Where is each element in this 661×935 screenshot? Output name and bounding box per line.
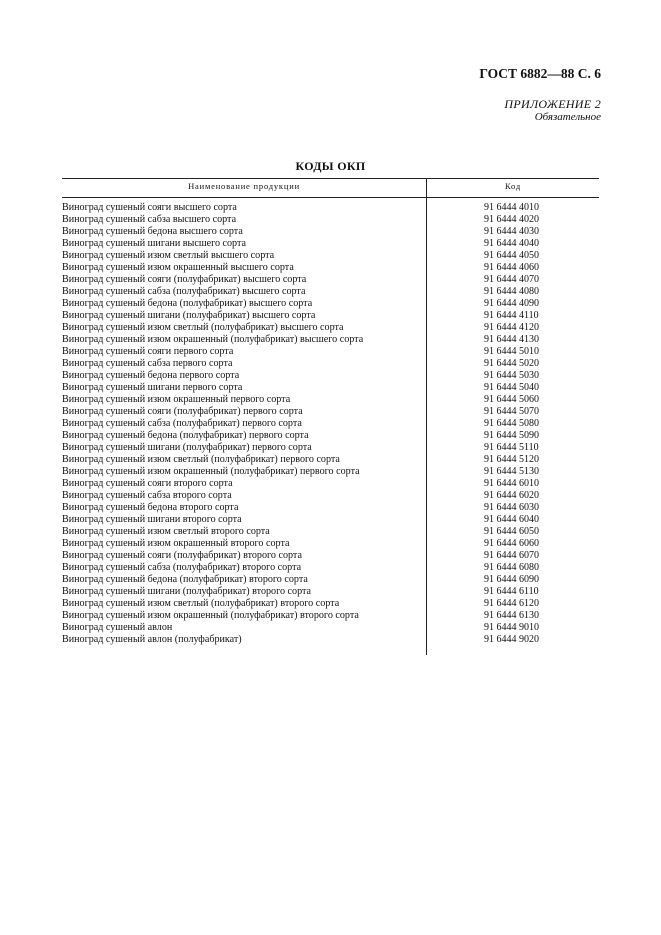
table-row	[62, 538, 599, 550]
okp-code-cell: 91 6444 6070	[484, 550, 539, 561]
okp-code-cell: 91 6444 4010	[484, 202, 539, 213]
product-name-cell: Виноград сушеный бедона (полуфабрикат) второго сорта	[62, 574, 308, 585]
table-row	[62, 502, 599, 514]
product-name-cell: Виноград сушеный бедона высшего сорта	[62, 226, 243, 237]
okp-code-cell: 91 6444 6010	[484, 478, 539, 489]
table-row	[62, 310, 599, 322]
okp-code-cell: 91 6444 5110	[484, 442, 539, 453]
okp-code-cell: 91 6444 6090	[484, 574, 539, 585]
table-row	[62, 406, 599, 418]
okp-code-cell: 91 6444 5030	[484, 370, 539, 381]
okp-code-cell: 91 6444 5040	[484, 382, 539, 393]
table-row	[62, 514, 599, 526]
okp-code-cell: 91 6444 5090	[484, 430, 539, 441]
table-row	[62, 346, 599, 358]
okp-code-cell: 91 6444 4080	[484, 286, 539, 297]
table-row	[62, 622, 599, 634]
okp-code-cell: 91 6444 4060	[484, 262, 539, 273]
okp-code-cell: 91 6444 5120	[484, 454, 539, 465]
okp-code-cell: 91 6444 4030	[484, 226, 539, 237]
product-name-cell: Виноград сушеный изюм светлый (полуфабрикат) второго сорта	[62, 598, 340, 609]
okp-code-cell: 91 6444 5010	[484, 346, 539, 357]
product-name-cell: Виноград сушеный изюм светлый высшего сорта	[62, 250, 275, 261]
product-name-cell: Виноград сушеный шигани высшего сорта	[62, 238, 246, 249]
table-row	[62, 382, 599, 394]
okp-code-cell: 91 6444 4120	[484, 322, 539, 333]
product-name-cell: Виноград сушеный бедона второго сорта	[62, 502, 239, 513]
table-row	[62, 262, 599, 274]
product-name-cell: Виноград сушеный изюм окрашенный второго сорта	[62, 538, 290, 549]
table-row	[62, 550, 599, 562]
product-name-cell: Виноград сушеный шигани первого сорта	[62, 382, 243, 393]
table-row	[62, 358, 599, 370]
okp-code-cell: 91 6444 6020	[484, 490, 539, 501]
table-row	[62, 418, 599, 430]
table-body	[62, 202, 599, 646]
okp-code-cell: 91 6444 6060	[484, 538, 539, 549]
okp-code-cell: 91 6444 9020	[484, 634, 539, 645]
okp-code-cell: 91 6444 6080	[484, 562, 539, 573]
product-name-cell: Виноград сушеный сояги второго сорта	[62, 478, 233, 489]
appendix-subtitle: Обязательное	[534, 111, 601, 123]
column-header-name: Наименование продукции	[188, 181, 300, 191]
table-row	[62, 214, 599, 226]
table-row	[62, 490, 599, 502]
table-row	[62, 526, 599, 538]
table-row	[62, 574, 599, 586]
product-name-cell: Виноград сушеный бедона (полуфабрикат) высшего сорта	[62, 298, 313, 309]
product-name-cell: Виноград сушеный авлон	[62, 622, 173, 633]
table-title: КОДЫ ОКП	[295, 159, 366, 173]
product-name-cell: Виноград сушеный сабза первого сорта	[62, 358, 233, 369]
product-name-cell: Виноград сушеный сояги (полуфабрикат) высшего сорта	[62, 274, 307, 285]
product-name-cell: Виноград сушеный сояги (полуфабрикат) первого сорта	[62, 406, 303, 417]
product-name-cell: Виноград сушеный изюм светлый (полуфабрикат) высшего сорта	[62, 322, 344, 333]
okp-code-cell: 91 6444 5080	[484, 418, 539, 429]
table-row	[62, 298, 599, 310]
okp-code-cell: 91 6444 4020	[484, 214, 539, 225]
okp-code-cell: 91 6444 4050	[484, 250, 539, 261]
product-name-cell: Виноград сушеный бедона (полуфабрикат) первого сорта	[62, 430, 309, 441]
okp-code-cell: 91 6444 9010	[484, 622, 539, 633]
product-name-cell: Виноград сушеный сояги высшего сорта	[62, 202, 237, 213]
table-row	[62, 634, 599, 646]
table-row	[62, 598, 599, 610]
table-row	[62, 286, 599, 298]
table-row	[62, 466, 599, 478]
table-row	[62, 370, 599, 382]
okp-code-cell: 91 6444 6130	[484, 610, 539, 621]
table-row	[62, 454, 599, 466]
table-row	[62, 478, 599, 490]
product-name-cell: Виноград сушеный изюм окрашенный (полуфабрикат) второго сорта	[62, 610, 359, 621]
product-name-cell: Виноград сушеный авлон (полуфабрикат)	[62, 634, 242, 645]
okp-code-cell: 91 6444 4130	[484, 334, 539, 345]
product-name-cell: Виноград сушеный шигани (полуфабрикат) первого сорта	[62, 442, 312, 453]
product-name-cell: Виноград сушеный бедона первого сорта	[62, 370, 240, 381]
product-name-cell: Виноград сушеный сояги (полуфабрикат) второго сорта	[62, 550, 302, 561]
okp-code-cell: 91 6444 4110	[484, 310, 539, 321]
okp-code-cell: 91 6444 6030	[484, 502, 539, 513]
table-row	[62, 250, 599, 262]
appendix-block	[504, 98, 601, 124]
product-name-cell: Виноград сушеный сабза высшего сорта	[62, 214, 237, 225]
table-row	[62, 562, 599, 574]
product-name-cell: Виноград сушеный шигани (полуфабрикат) высшего сорта	[62, 310, 316, 321]
okp-code-cell: 91 6444 5020	[484, 358, 539, 369]
table-row	[62, 274, 599, 286]
table-row	[62, 430, 599, 442]
table-header-rule	[62, 197, 599, 198]
product-name-cell: Виноград сушеный изюм окрашенный (полуфабрикат) высшего сорта	[62, 334, 364, 345]
table-row	[62, 238, 599, 250]
okp-code-cell: 91 6444 5130	[484, 466, 539, 477]
okp-code-cell: 91 6444 6040	[484, 514, 539, 525]
product-name-cell: Виноград сушеный шигани (полуфабрикат) второго сорта	[62, 586, 312, 597]
product-name-cell: Виноград сушеный изюм окрашенный высшего сорта	[62, 262, 294, 273]
product-name-cell: Виноград сушеный изюм окрашенный первого сорта	[62, 394, 291, 405]
table-row	[62, 334, 599, 346]
okp-code-cell: 91 6444 6110	[484, 586, 539, 597]
product-name-cell: Виноград сушеный изюм светлый второго сорта	[62, 526, 270, 537]
product-name-cell: Виноград сушеный сабза (полуфабрикат) первого сорта	[62, 418, 302, 429]
table-top-rule	[62, 178, 599, 179]
table-row	[62, 202, 599, 214]
table-row	[62, 226, 599, 238]
product-name-cell: Виноград сушеный изюм окрашенный (полуфабрикат) первого сорта	[62, 466, 360, 477]
table-row	[62, 610, 599, 622]
document-reference: ГОСТ 6882—88 С. 6	[479, 66, 601, 81]
table-row	[62, 322, 599, 334]
column-header-code: Код	[505, 181, 521, 191]
product-name-cell: Виноград сушеный сабза второго сорта	[62, 490, 232, 501]
table-row	[62, 586, 599, 598]
okp-code-cell: 91 6444 5060	[484, 394, 539, 405]
okp-code-cell: 91 6444 6120	[484, 598, 539, 609]
okp-code-cell: 91 6444 4070	[484, 274, 539, 285]
product-name-cell: Виноград сушеный изюм светлый (полуфабрикат) первого сорта	[62, 454, 340, 465]
okp-code-cell: 91 6444 4040	[484, 238, 539, 249]
product-name-cell: Виноград сушеный сабза (полуфабрикат) высшего сорта	[62, 286, 306, 297]
product-name-cell: Виноград сушеный сояги первого сорта	[62, 346, 234, 357]
appendix-title: ПРИЛОЖЕНИЕ 2	[504, 97, 601, 111]
product-name-cell: Виноград сушеный шигани второго сорта	[62, 514, 242, 525]
table-row	[62, 394, 599, 406]
okp-code-cell: 91 6444 4090	[484, 298, 539, 309]
product-name-cell: Виноград сушеный сабза (полуфабрикат) второго сорта	[62, 562, 302, 573]
table-row	[62, 442, 599, 454]
okp-code-cell: 91 6444 6050	[484, 526, 539, 537]
okp-code-cell: 91 6444 5070	[484, 406, 539, 417]
